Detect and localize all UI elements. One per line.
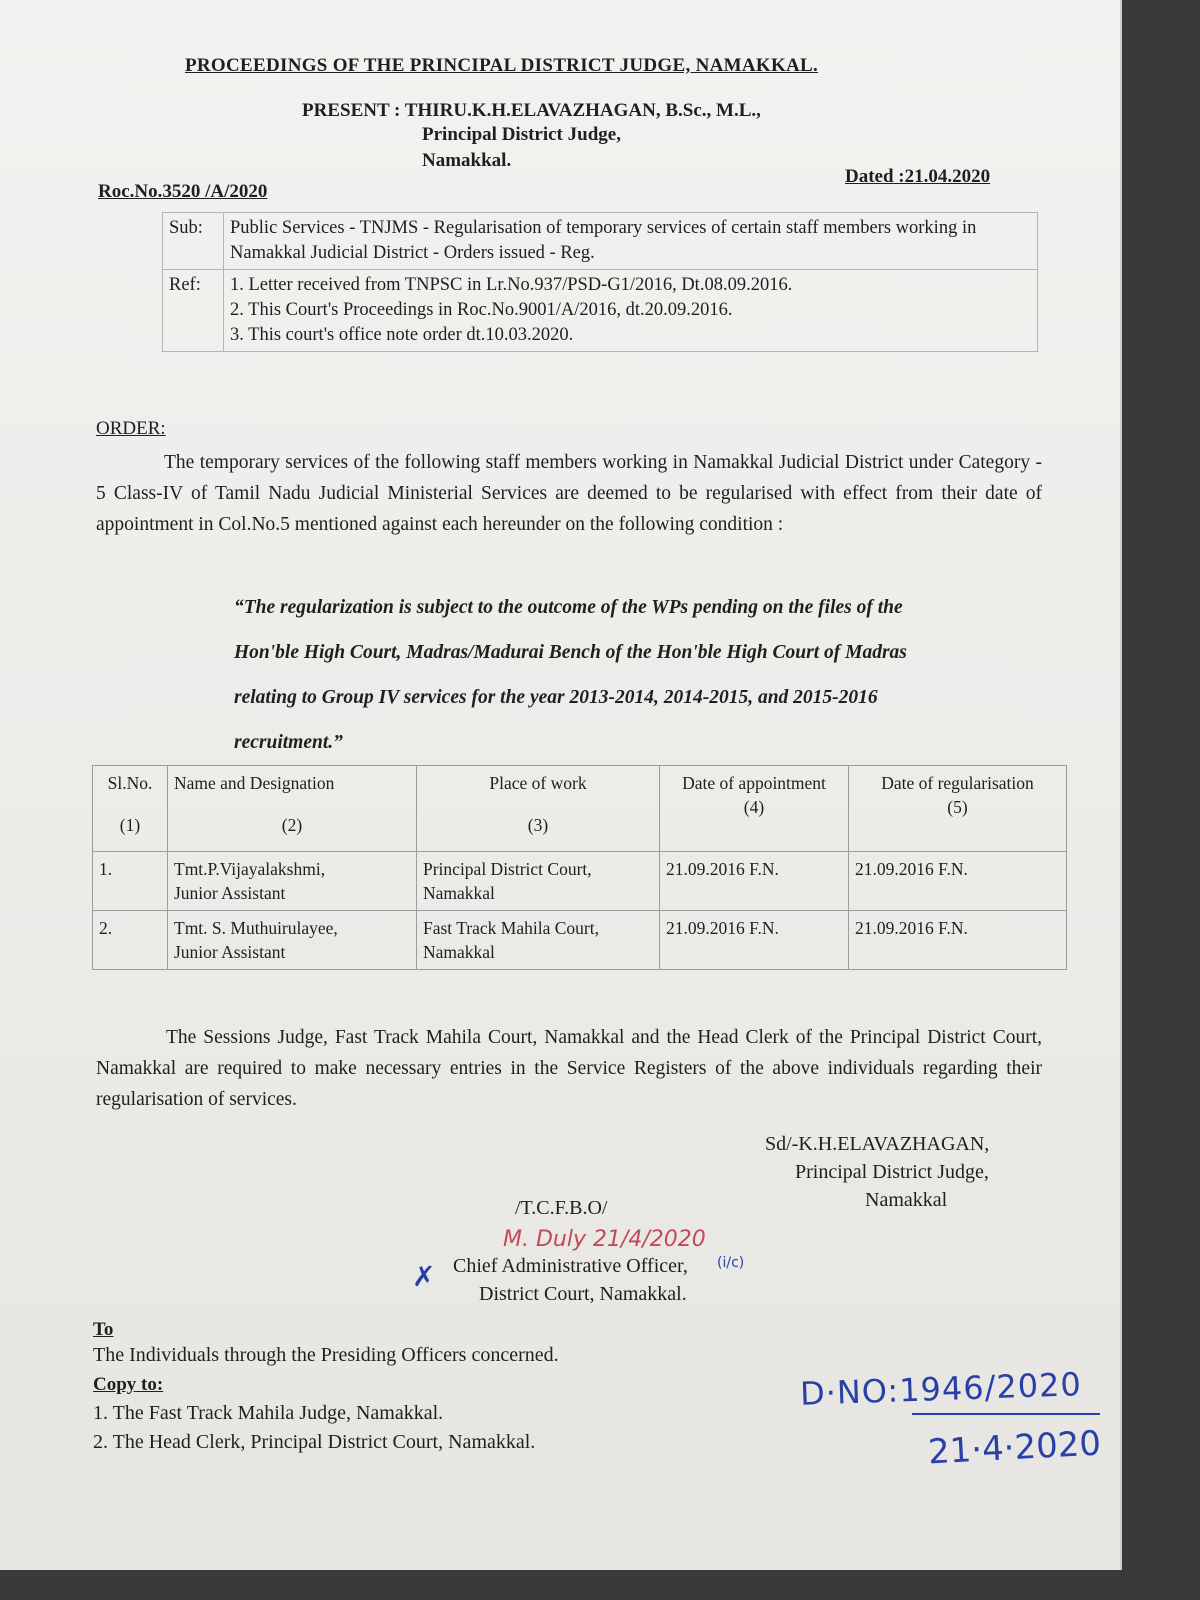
signatory-name: Sd/-K.H.ELAVAZHAGAN, xyxy=(765,1133,990,1155)
to-text: The Individuals through the Presiding Officers concerned. xyxy=(93,1344,559,1366)
handwritten-underline xyxy=(912,1413,1100,1415)
copy-list xyxy=(93,1399,535,1457)
cell-name: Tmt. S. Muthuirulayee, Junior Assistant xyxy=(168,911,417,970)
col-header-regularisation: Date of regularisation (5) xyxy=(849,766,1067,852)
cell-appointment: 21.09.2016 F.N. xyxy=(660,911,849,970)
copy-item: 1. The Fast Track Mahila Judge, Namakkal. xyxy=(93,1402,444,1424)
table-row xyxy=(93,911,1067,970)
col-header-name: Name and Designation (2) xyxy=(168,766,417,852)
roc-number: Roc.No.3520 /A/2020 xyxy=(98,181,268,202)
order-heading: ORDER: xyxy=(96,418,166,439)
handwritten-ic: (i/c) xyxy=(717,1255,745,1271)
judge-place: Namakkal. xyxy=(422,150,512,171)
sub-text: Public Services - TNJMS - Regularisation of temporary services of certain staff members working in Namakkal Judicial District - Orders issued - Reg. xyxy=(224,213,1038,270)
cell-slno: 1. xyxy=(93,852,168,911)
signature-block xyxy=(765,1130,989,1214)
cao-office: District Court, Namakkal. xyxy=(479,1283,687,1305)
cell-appointment: 21.09.2016 F.N. xyxy=(660,852,849,911)
judge-designation: Principal District Judge, xyxy=(422,124,621,145)
sub-label: Sub: xyxy=(163,213,224,270)
handwritten-dispatch-number: D·NO:1946/2020 xyxy=(799,1365,1083,1413)
cell-regularisation: 21.09.2016 F.N. xyxy=(849,911,1067,970)
col-header-appointment: Date of appointment (4) xyxy=(660,766,849,852)
ref-item: 3. This court's office note order dt.10.03.2020. xyxy=(230,325,574,345)
ref-item: 2. This Court's Proceedings in Roc.No.9001/A/2016, dt.20.09.2016. xyxy=(230,300,733,320)
table-row xyxy=(93,852,1067,911)
col-header-slno: Sl.No. (1) xyxy=(93,766,168,852)
subject-reference-table xyxy=(162,212,1038,352)
signatory-place: Namakkal xyxy=(865,1189,948,1211)
handwritten-initials: M. Duly 21/4/2020 xyxy=(503,1227,706,1252)
cao-block xyxy=(453,1252,688,1308)
handwritten-cross-mark: ✗ xyxy=(412,1260,436,1293)
subject-row xyxy=(163,213,1038,270)
tcfbo-line: /T.C.F.B.O/ xyxy=(515,1197,608,1219)
document-title: PROCEEDINGS OF THE PRINCIPAL DISTRICT JUDGE, NAMAKKAL. xyxy=(185,55,819,76)
cell-name: Tmt.P.Vijayalakshmi, Junior Assistant xyxy=(168,852,417,911)
handwritten-dispatch-date: 21·4·2020 xyxy=(927,1423,1102,1473)
ref-label: Ref: xyxy=(163,270,224,352)
condition-quote: “The regularization is subject to the outcome of the WPs pending on the files of the Hon'ble High Court, Madras/Madurai Bench of the Hon'ble High Court of Madras relating to Group IV services for the year 2013-2014, 2014-2015, and 2015-2016 recruitment.” xyxy=(234,597,907,753)
cell-slno: 2. xyxy=(93,911,168,970)
cell-regularisation: 21.09.2016 F.N. xyxy=(849,852,1067,911)
reference-row xyxy=(163,270,1038,352)
ref-list xyxy=(224,270,1038,352)
col-header-place: Place of work (3) xyxy=(417,766,660,852)
instruction-paragraph: The Sessions Judge, Fast Track Mahila Court, Namakkal and the Head Clerk of the Principal District Court, Namakkal are required to make necessary entries in the Service Registers of the above individuals regarding their regularisation of services. xyxy=(96,1027,1042,1110)
copy-heading: Copy to: xyxy=(93,1374,164,1395)
staff-table xyxy=(92,765,1067,970)
signatory-designation: Principal District Judge, xyxy=(795,1161,989,1183)
dated-line: Dated :21.04.2020 xyxy=(845,166,991,187)
cell-place: Fast Track Mahila Court, Namakkal xyxy=(417,911,660,970)
present-line: PRESENT : THIRU.K.H.ELAVAZHAGAN, B.Sc., M.L., xyxy=(302,100,761,121)
to-heading: To xyxy=(93,1319,114,1340)
copy-item: 2. The Head Clerk, Principal District Court, Namakkal. xyxy=(93,1431,536,1453)
ref-item: 1. Letter received from TNPSC in Lr.No.937/PSD-G1/2016, Dt.08.09.2016. xyxy=(230,275,793,295)
table-header-row xyxy=(93,766,1067,852)
cao-designation: Chief Administrative Officer, xyxy=(453,1255,688,1277)
cell-place: Principal District Court, Namakkal xyxy=(417,852,660,911)
order-paragraph: The temporary services of the following staff members working in Namakkal Judicial District under Category - 5 Class-IV of Tamil Nadu Judicial Ministerial Services are deemed to be regularised with effect from their date of appointment in Col.No.5 mentioned against each hereunder on the following condition : xyxy=(96,452,1042,535)
